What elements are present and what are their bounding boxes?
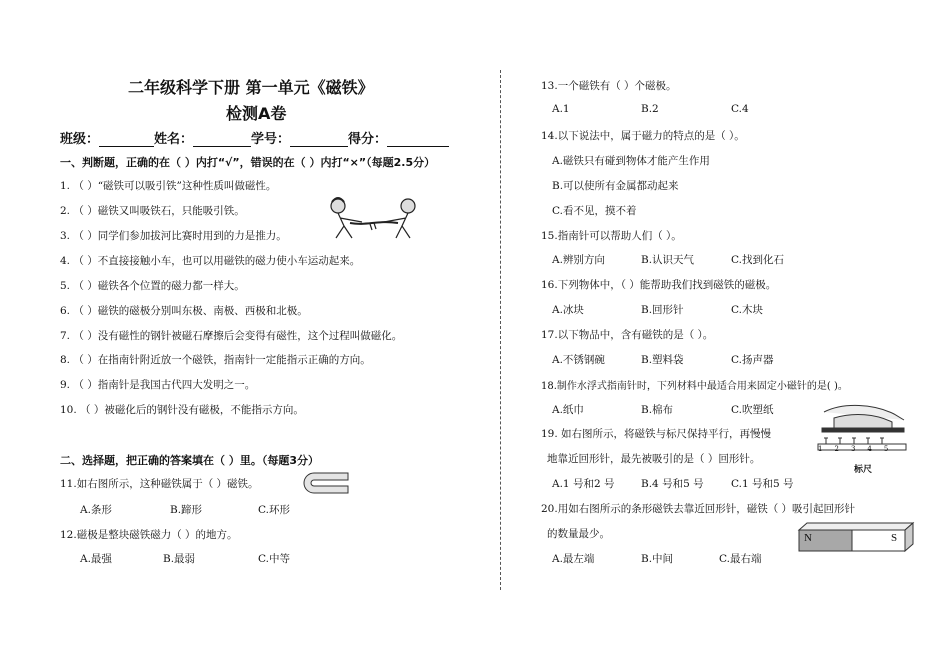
tf-item-6: 6. （ ）磁铁的磁极分别叫东极、南极、西极和北极。 bbox=[60, 305, 308, 317]
q12-option-a[interactable]: A.最强 bbox=[80, 553, 112, 565]
q13-option-a[interactable]: A.1 bbox=[552, 103, 570, 115]
bar-magnet-illustration bbox=[795, 520, 917, 552]
q13-option-b[interactable]: B.2 bbox=[641, 103, 659, 115]
ruler-number-5: 5 bbox=[883, 445, 889, 453]
q14-text: 14.以下说法中，属于磁力的特点的是（ ）。 bbox=[541, 130, 745, 142]
name-blank[interactable] bbox=[193, 134, 251, 147]
q20-text-line1: 20.用如右图所示的条形磁铁去靠近回形针，磁铁（ ）吸引起回形针 bbox=[541, 503, 856, 515]
ruler-label: 标尺 bbox=[854, 465, 873, 475]
q15-option-a[interactable]: A.辨别方向 bbox=[552, 254, 605, 266]
q19-option-a[interactable]: A.1 号和2 号 bbox=[552, 478, 615, 490]
q13-text: 13.一个磁铁有（ ）个磁极。 bbox=[541, 80, 677, 92]
q16-option-b[interactable]: B.回形针 bbox=[641, 304, 684, 316]
q20-option-b[interactable]: B.中间 bbox=[641, 553, 674, 565]
q18-text: 18.制作水浮式指南针时，下列材料中最适合用来固定小磁针的是( )。 bbox=[541, 381, 848, 392]
q14-option-b[interactable]: B.可以使所有金属都动起来 bbox=[552, 180, 679, 192]
ruler-number-3: 3 bbox=[850, 445, 856, 453]
section2-heading: 二、选择题，把正确的答案填在（ ）里。（每题3分） bbox=[60, 454, 319, 467]
q13-option-c[interactable]: C.4 bbox=[731, 103, 749, 115]
q20-option-c[interactable]: C.最右端 bbox=[719, 553, 762, 565]
q15-option-b[interactable]: B.认识天气 bbox=[641, 254, 695, 266]
ruler-numbers bbox=[818, 445, 888, 453]
magnet-s-label: S bbox=[891, 532, 898, 544]
q17-text: 17.以下物品中，含有磁铁的是（ ）。 bbox=[541, 329, 714, 341]
page-subtitle: 检测A卷 bbox=[226, 104, 287, 123]
q11-text: 11.如右图所示，这种磁铁属于（ ）磁铁。 bbox=[60, 478, 259, 490]
tf-item-5: 5. （ ）磁铁各个位置的磁力都一样大。 bbox=[60, 280, 245, 292]
q19-option-b[interactable]: B.4 号和5 号 bbox=[641, 478, 704, 490]
q19-text-line1: 19. 如右图所示，将磁铁与标尺保持平行，再慢慢 bbox=[541, 428, 772, 440]
q12-option-c[interactable]: C.中等 bbox=[258, 553, 290, 565]
q17-option-a[interactable]: A.不锈钢碗 bbox=[552, 354, 605, 366]
horseshoe-magnet-illustration bbox=[300, 470, 352, 496]
name-label: 姓名： bbox=[154, 132, 194, 147]
q16-option-c[interactable]: C.木块 bbox=[731, 304, 763, 316]
tf-item-4: 4. （ ）不直接接触小车，也可以用磁铁的磁力使小车运动起来。 bbox=[60, 255, 361, 267]
q11-option-a[interactable]: A.条形 bbox=[80, 504, 112, 516]
q19-option-c[interactable]: C.1 号和5 号 bbox=[731, 478, 794, 490]
q12-text: 12.磁极是整块磁铁磁力（ ）的地方。 bbox=[60, 529, 238, 541]
q18-option-b[interactable]: B.棉布 bbox=[641, 404, 674, 416]
magnet-n-label: N bbox=[804, 532, 812, 544]
score-label: 得分： bbox=[348, 132, 388, 147]
column-divider bbox=[500, 70, 501, 590]
q20-text-line2: 的数量最少。 bbox=[547, 528, 610, 540]
q18-option-a[interactable]: A.纸巾 bbox=[552, 404, 584, 416]
number-label: 学号： bbox=[251, 132, 291, 147]
q12-option-b[interactable]: B.最弱 bbox=[163, 553, 196, 565]
ruler-number-4: 4 bbox=[867, 445, 872, 453]
q11-option-c[interactable]: C.环形 bbox=[258, 504, 290, 516]
tf-item-1: 1. （ ）“磁铁可以吸引铁”这种性质叫做磁性。 bbox=[60, 180, 277, 192]
class-label: 班级： bbox=[60, 132, 100, 147]
tf-item-7: 7. （ ）没有磁性的钢针被磁石摩擦后会变得有磁性，这个过程叫做磁化。 bbox=[60, 330, 403, 342]
q16-text: 16.下列物体中，（ ）能帮助我们找到磁铁的磁极。 bbox=[541, 279, 777, 291]
hand-magnet-ruler-illustration bbox=[814, 404, 910, 462]
tf-item-2: 2. （ ）磁铁又叫吸铁石，只能吸引铁。 bbox=[60, 205, 245, 217]
q19-text-line2: 地靠近回形针，最先被吸引的是（ ）回形针。 bbox=[547, 453, 761, 465]
q14-option-a[interactable]: A.磁铁只有碰到物体才能产生作用 bbox=[552, 155, 710, 167]
q14-option-c[interactable]: C.看不见，摸不着 bbox=[552, 205, 637, 217]
tug-of-war-illustration bbox=[322, 196, 426, 242]
q11-option-b[interactable]: B.蹄形 bbox=[170, 504, 203, 516]
score-blank[interactable] bbox=[387, 134, 449, 147]
tf-item-10: 10. （ ）被磁化后的钢针没有磁极，不能指示方向。 bbox=[60, 404, 304, 416]
q15-text: 15.指南针可以帮助人们（ ）。 bbox=[541, 230, 682, 242]
q18-option-c[interactable]: C.吹塑纸 bbox=[731, 404, 774, 416]
tf-item-8: 8. （ ）在指南针附近放一个磁铁，指南针一定能指示正确的方向。 bbox=[60, 354, 371, 366]
class-blank[interactable] bbox=[99, 134, 154, 147]
tf-item-9: 9. （ ）指南针是我国古代四大发明之一。 bbox=[60, 379, 256, 391]
number-blank[interactable] bbox=[290, 134, 348, 147]
q17-option-b[interactable]: B.塑料袋 bbox=[641, 354, 684, 366]
q17-option-c[interactable]: C.扬声器 bbox=[731, 354, 774, 366]
q15-option-c[interactable]: C.找到化石 bbox=[731, 254, 784, 266]
ruler-number-1: 1 bbox=[818, 445, 823, 453]
student-info-row bbox=[60, 128, 449, 147]
q20-option-a[interactable]: A.最左端 bbox=[552, 553, 595, 565]
section1-heading: 一、判断题，正确的在（ ）内打“√”，错误的在（ ）内打“×”（每题2.5分） bbox=[60, 156, 436, 169]
ruler-number-2: 2 bbox=[834, 445, 839, 453]
page-title: 二年级科学下册 第一单元《磁铁》 bbox=[128, 78, 374, 97]
tf-item-3: 3. （ ）同学们参加拔河比赛时用到的力是推力。 bbox=[60, 230, 287, 242]
q16-option-a[interactable]: A.冰块 bbox=[552, 304, 584, 316]
